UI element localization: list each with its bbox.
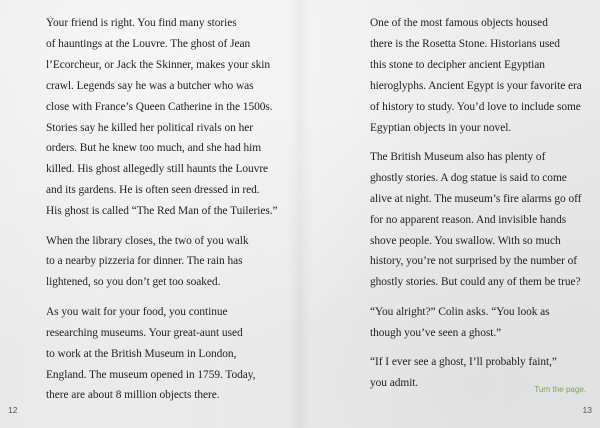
- text-line: alive at night. The museum’s fire alarms go off: [370, 192, 582, 205]
- text-line: orders. But he knew too much, and she had him: [46, 142, 262, 155]
- text-line: When the library closes, the two of you walk: [46, 234, 249, 247]
- text-line: this stone to decipher ancient Egyptian: [370, 58, 545, 71]
- text-line: The British Museum also has plenty of: [370, 150, 546, 163]
- text-line: ghostly stories. But could any of them be true?: [370, 276, 581, 289]
- text-line: to a nearby pizzeria for dinner. The rain has: [46, 255, 243, 268]
- text-line: “You alright?” Colin asks. “You look as: [370, 305, 550, 318]
- text-line: close with France’s Queen Catherine in the 1500s.: [46, 100, 273, 113]
- paragraph: [32, 302, 284, 407]
- right-page-text: [356, 13, 600, 402]
- text-line: for no apparent reason. And invisible hands: [370, 213, 567, 226]
- text-line: lightened, so you don’t get too soaked.: [46, 276, 221, 289]
- text-line: researching museums. Your great-aunt used: [46, 326, 243, 339]
- text-line: His ghost is called “The Red Man of the Tuileries.”: [46, 205, 278, 218]
- text-line: history, you’re not surprised by the number of: [370, 255, 578, 268]
- text-line: Stories say he killed her political rivals on her: [46, 121, 253, 134]
- text-line: to work at the British Museum in London,: [46, 347, 237, 360]
- text-line: Your friend is right. You find many stories: [46, 17, 237, 29]
- paragraph: [356, 302, 600, 344]
- text-line: and its gardens. He is often seen dressed in red.: [46, 184, 260, 197]
- text-line: l’Ecorcheur, or Jack the Skinner, makes your skin: [46, 58, 271, 71]
- turn-the-page-link[interactable]: Turn the page.: [534, 385, 586, 394]
- text-line: England. The museum opened in 1759. Today,: [46, 368, 256, 381]
- text-line: killed. His ghost allegedly still haunts the Louvre: [46, 163, 269, 176]
- text-line: ghostly stories. A dog statue is said to come: [370, 171, 567, 184]
- text-line: of history to study. You’d love to include some: [370, 100, 581, 113]
- text-line: As you wait for your food, you continue: [46, 305, 228, 318]
- right-page: [300, 0, 600, 428]
- text-line: crawl. Legends say he was a butcher who was: [46, 79, 254, 92]
- text-line: you admit.: [370, 377, 419, 389]
- paragraph: [32, 231, 284, 294]
- text-line: Egyptian objects in your novel.: [370, 121, 512, 134]
- text-line: hieroglyphs. Ancient Egypt is your favorite era: [370, 79, 582, 92]
- text-line: “If I ever see a ghost, I’ll probably faint,”: [370, 356, 557, 369]
- text-line: One of the most famous objects housed: [370, 17, 548, 29]
- text-line: though you’ve seen a ghost.”: [370, 326, 502, 339]
- text-line: there are about 8 million objects there.: [46, 389, 220, 402]
- text-line: of hauntings at the Louvre. The ghost of Jean: [46, 37, 251, 50]
- page-number: 13: [582, 405, 592, 415]
- page-number: 12: [8, 405, 18, 415]
- left-page-text: [32, 13, 284, 415]
- paragraph: [356, 13, 600, 138]
- paragraph: [356, 147, 600, 293]
- paragraph: [32, 13, 284, 222]
- text-line: there is the Rosetta Stone. Historians used: [370, 37, 560, 50]
- text-line: shove people. You swallow. With so much: [370, 234, 561, 247]
